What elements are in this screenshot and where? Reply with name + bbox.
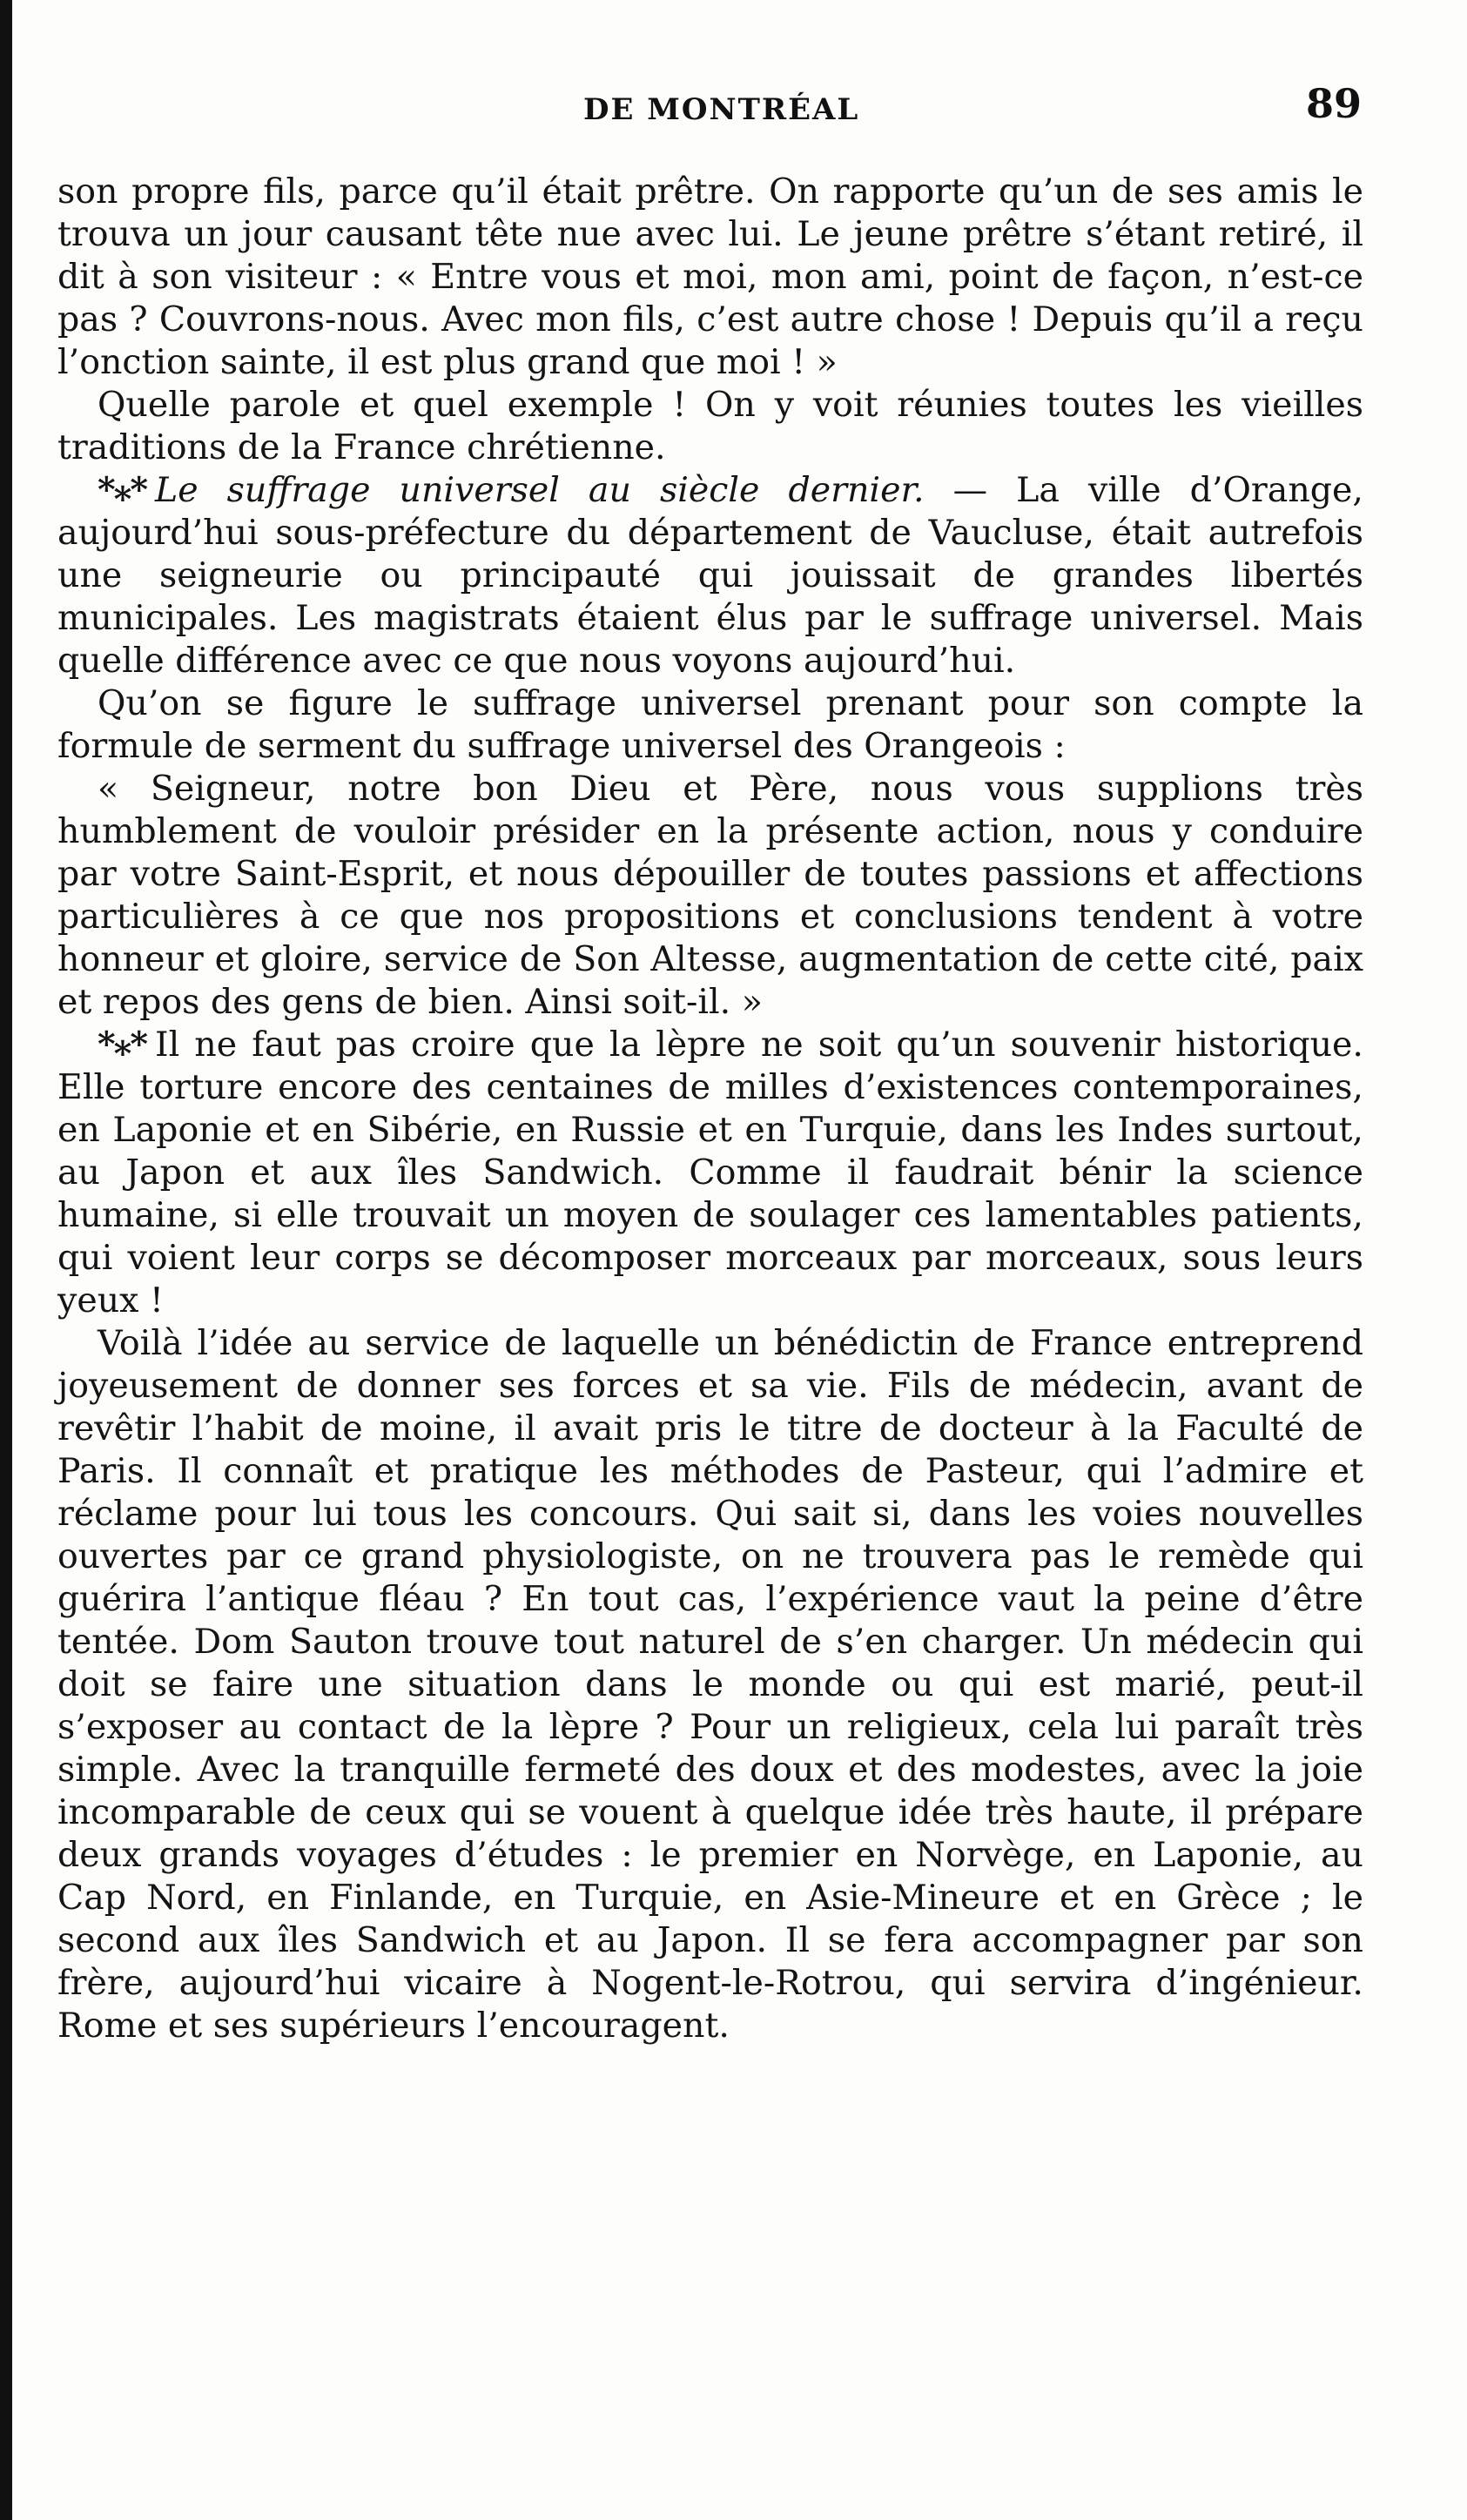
paragraph-quelle-parole: Quelle parole et quel exemple ! On y voit réunies toutes les vieilles traditions de la France chrétienne.: [57, 385, 1363, 467]
oath-quote: « Seigneur, notre bon Dieu et Père, nous vous supplions très humblement de vouloir présider en la présente action, nous y conduire par votre Saint-Esprit, et nous dépouiller de toutes passions et affections particulières à ce que nos propositions et conclusions tendent à votre honneur et gloire, service de Son Altesse, augmentation de cette cité, paix et repos des gens de bien. Ainsi soit-il. »: [57, 769, 1363, 1022]
section-title-suffrage: Le suffrage universel au siècle dernier.: [154, 470, 925, 510]
section-suffrage-text: — La ville d’Orange, aujourd’hui sous-préfecture du département de Vaucluse, était autrefois une seigneurie ou principauté qui jouissait de grandes libertés municipales. Les magistrats étaient élus par le suffrage universel. Mais quelle différence avec ce que nous voyons aujourd’hui.: [57, 470, 1363, 681]
paragraph-benedictin: Voilà l’idée au service de laquelle un bénédictin de France entreprend joyeusement de donner ses forces et sa vie. Fils de médecin, avant de revêtir l’habit de moine, il avait pris le titre de docteur à la Faculté de Paris. Il connaît et pratique les méthodes de Pasteur, qui l’admire et réclame pour lui tous les concours. Qui sait si, dans les voies nouvelles ouvertes par ce grand physiologiste, on ne trouvera pas le remède qui guérira l’antique fléau ? En tout cas, l’expérience vaut la peine d’être tentée. Dom Sauton trouve tout naturel de s’en charger. Un médecin qui doit se faire une situation dans le monde ou qui est marié, peut-il s’exposer au contact de la lèpre ? Pour un religieux, cela lui paraît très simple. Avec la tranquille fermeté des doux et des modestes, avec la joie incomparable de ceux qui se vouent à quelque idée très haute, il prépare deux grands voyages d’études : le premier en Norvège, en Laponie, au Cap Nord, en Finlande, en Turquie, en Asie-Mineure et en Grèce ; le second aux îles Sandwich et au Japon. Il se fera accompagner par son frère, aujourd’hui vicaire à Nogent-le-Rotrou, qui servira d’ingénieur. Rome et ses supérieurs l’encouragent.: [57, 1323, 1363, 2046]
paragraph-continued: son propre fils, parce qu’il était prêtre. On rapporte qu’un de ses amis le trouva un jour causant tête nue avec lui. Le jeune prêtre s’étant retiré, il dit à son visiteur : « Entre vous et moi, mon ami, point de façon, n’est-ce pas ? Couvrons-nous. Avec mon fils, c’est autre chose ! Depuis qu’il a reçu l’onction sainte, il est plus grand que moi ! »: [57, 171, 1363, 382]
page-header: [52, 80, 1410, 141]
running-head: DE MONTRÉAL: [583, 92, 860, 127]
section-suffrage-heading-paragraph: [57, 469, 1363, 682]
paragraph-formula-intro: Qu’on se figure le suffrage universel prenant pour son compte la formule de serment du suffrage universel des Orangeois :: [57, 683, 1363, 766]
section-lepre-text: Il ne faut pas croire que la lèpre ne soit qu’un souvenir historique. Elle torture encore des centaines de milles d’existences contemporaines, en Laponie et en Sibérie, en Russie et en Turquie, dans les Indes surtout, au Japon et aux îles Sandwich. Comme il faudrait bénir la science humaine, si elle trouvait un moyen de soulager ces lamentables patients, qui voient leur corps se décomposer morceaux par morceaux, sous leurs yeux !: [57, 1025, 1363, 1320]
asterism-mark: *⁎*: [98, 470, 146, 510]
page-number: 89: [1306, 80, 1363, 127]
page-edge-shadow: [0, 0, 12, 2520]
asterism-mark-2: *⁎*: [98, 1025, 146, 1065]
section-lepre-paragraph: [57, 1024, 1363, 1322]
page-body: [57, 171, 1363, 2047]
